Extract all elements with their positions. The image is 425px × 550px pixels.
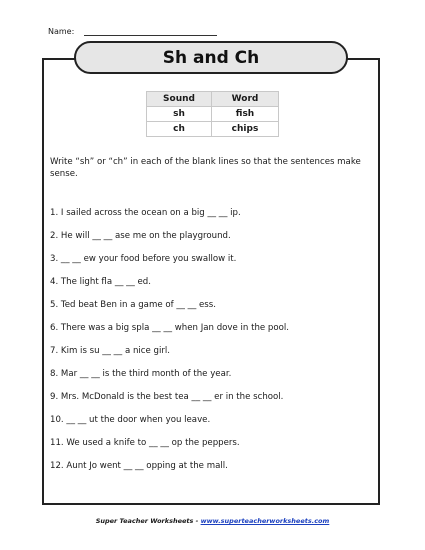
question-11: 11. We used a knife to __ __ op the peppers. bbox=[50, 438, 240, 448]
table-row bbox=[147, 107, 279, 122]
question-3: 3. __ __ ew your food before you swallow it. bbox=[50, 254, 237, 264]
table-header-word: Word bbox=[212, 92, 279, 107]
name-line[interactable] bbox=[84, 35, 217, 36]
table-cell: chips bbox=[212, 122, 279, 137]
question-10: 10. __ __ ut the door when you leave. bbox=[50, 415, 211, 425]
question-7: 7. Kim is su __ __ a nice girl. bbox=[50, 346, 171, 356]
question-8: 8. Mar __ __ is the third month of the year. bbox=[50, 369, 232, 379]
table-cell: fish bbox=[212, 107, 279, 122]
instructions: Write “sh” or “ch” in each of the blank lines so that the sentences make sense. bbox=[50, 157, 361, 179]
footer bbox=[0, 517, 425, 525]
footer-brand: Super Teacher Worksheets bbox=[95, 517, 194, 525]
name-label: Name: bbox=[48, 27, 75, 36]
question-2: 2. He will __ __ ase me on the playground. bbox=[50, 231, 231, 241]
footer-separator: - bbox=[195, 517, 199, 525]
table-header-sound: Sound bbox=[147, 92, 212, 107]
question-1: 1. I sailed across the ocean on a big __ __ ip. bbox=[50, 208, 241, 218]
footer-link[interactable]: www.superteacherworksheets.com bbox=[200, 517, 330, 525]
table-row bbox=[147, 122, 279, 137]
question-5: 5. Ted beat Ben in a game of __ __ ess. bbox=[50, 300, 216, 310]
sound-word-table bbox=[146, 91, 279, 137]
worksheet-title: Sh and Ch bbox=[74, 41, 348, 74]
question-4: 4. The light fla __ __ ed. bbox=[50, 277, 151, 287]
table-cell: sh bbox=[147, 107, 212, 122]
question-9: 9. Mrs. McDonald is the best tea __ __ er in the school. bbox=[50, 392, 284, 402]
question-6: 6. There was a big spla __ __ when Jan dove in the pool. bbox=[50, 323, 290, 333]
question-12: 12. Aunt Jo went __ __ opping at the mall. bbox=[50, 461, 228, 471]
table-cell: ch bbox=[147, 122, 212, 137]
